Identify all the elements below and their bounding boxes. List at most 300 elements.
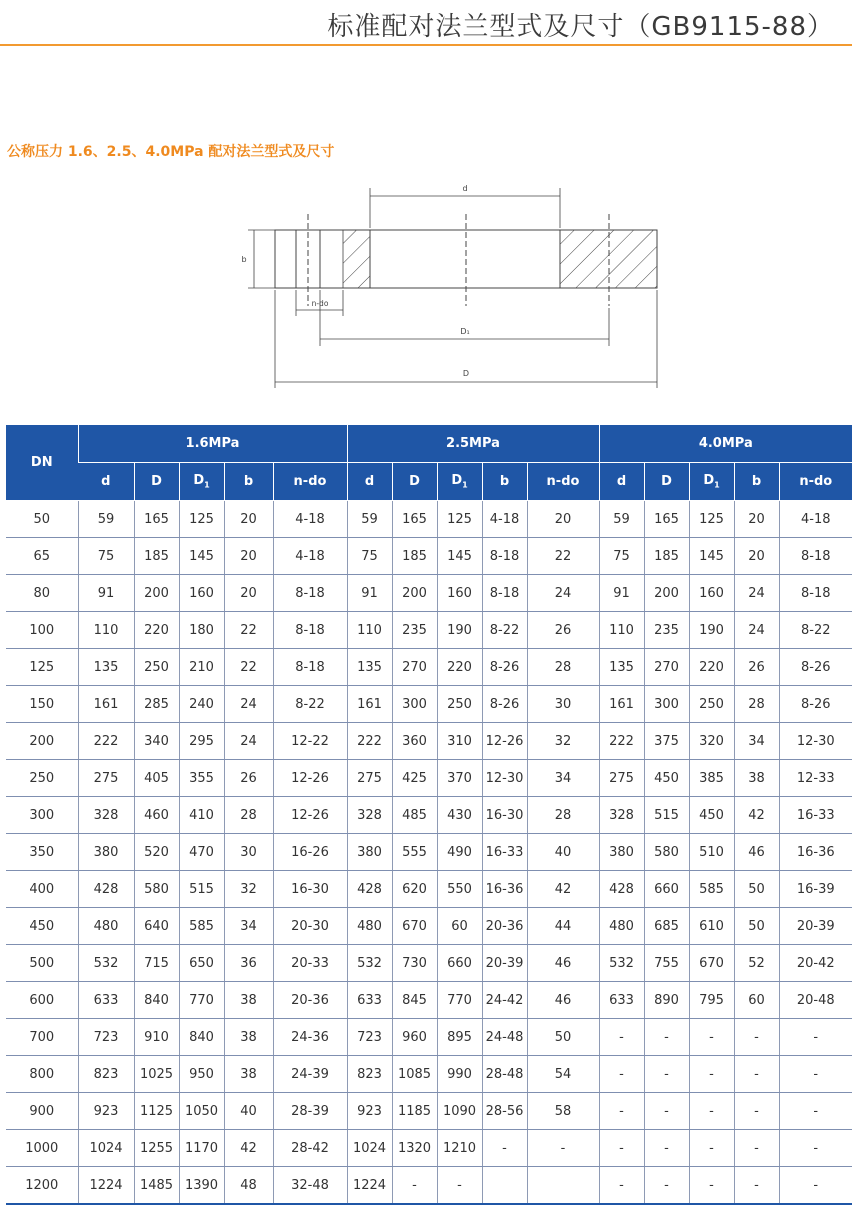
table-row: [6, 1056, 852, 1093]
group-header-4-0mpa: 4.0MPa: [599, 425, 852, 463]
table-cell: 755: [644, 945, 689, 982]
table-cell: 110: [599, 612, 644, 649]
table-cell: 59: [347, 501, 392, 538]
table-row: [6, 1167, 852, 1205]
table-cell: 24: [224, 686, 273, 723]
col-header-D: D: [134, 463, 179, 501]
row-dn-cell: 300: [6, 797, 78, 834]
table-cell: 1255: [134, 1130, 179, 1167]
table-cell: 1050: [179, 1093, 224, 1130]
table-cell: 222: [599, 723, 644, 760]
table-cell: 32: [224, 871, 273, 908]
table-cell: 380: [599, 834, 644, 871]
page-title: 标准配对法兰型式及尺寸（GB9115-88）: [327, 12, 834, 42]
table-row: [6, 1130, 852, 1167]
table-cell: 300: [644, 686, 689, 723]
table-cell: 22: [224, 612, 273, 649]
table-cell: 42: [527, 871, 599, 908]
col-header-d: d: [347, 463, 392, 501]
table-cell: 161: [347, 686, 392, 723]
table-cell: 24-42: [482, 982, 527, 1019]
row-dn-cell: 1200: [6, 1167, 78, 1205]
table-cell: -: [779, 1130, 852, 1167]
table-cell: 135: [78, 649, 134, 686]
table-cell: 380: [78, 834, 134, 871]
table-cell: 75: [347, 538, 392, 575]
table-cell: 823: [78, 1056, 134, 1093]
table-cell: 8-22: [482, 612, 527, 649]
table-cell: 4-18: [273, 501, 347, 538]
flange-spec-table: [6, 425, 852, 1205]
row-dn-cell: 800: [6, 1056, 78, 1093]
table-cell: 580: [134, 871, 179, 908]
table-cell: 380: [347, 834, 392, 871]
flange-diagram: [230, 178, 670, 393]
table-cell: 60: [437, 908, 482, 945]
table-cell: 20: [224, 538, 273, 575]
table-cell: 20-39: [779, 908, 852, 945]
table-cell: 550: [437, 871, 482, 908]
table-cell: 1170: [179, 1130, 224, 1167]
table-cell: 470: [179, 834, 224, 871]
table-row: [6, 501, 852, 538]
row-dn-cell: 500: [6, 945, 78, 982]
table-cell: 12-26: [482, 723, 527, 760]
table-cell: 16-33: [779, 797, 852, 834]
table-cell: 32: [527, 723, 599, 760]
table-cell: 275: [347, 760, 392, 797]
row-dn-cell: 80: [6, 575, 78, 612]
table-cell: 28-48: [482, 1056, 527, 1093]
table-cell: 485: [392, 797, 437, 834]
table-cell: -: [734, 1167, 779, 1205]
table-cell: 515: [644, 797, 689, 834]
table-cell: 20: [224, 575, 273, 612]
table-cell: 220: [437, 649, 482, 686]
col-header-b: b: [482, 463, 527, 501]
table-row: [6, 834, 852, 871]
table-cell: 12-30: [779, 723, 852, 760]
table-cell: 26: [734, 649, 779, 686]
dim-label-b: b: [241, 255, 247, 264]
table-cell: 770: [179, 982, 224, 1019]
table-cell: -: [689, 1056, 734, 1093]
table-cell: -: [689, 1093, 734, 1130]
table-cell: 34: [734, 723, 779, 760]
table-cell: 20-36: [482, 908, 527, 945]
table-cell: 385: [689, 760, 734, 797]
table-cell: 12-26: [273, 760, 347, 797]
table-cell: 8-22: [779, 612, 852, 649]
table-cell: 52: [734, 945, 779, 982]
table-row: [6, 908, 852, 945]
col-header-D1: $D_1$: [689, 463, 734, 501]
table-cell: 950: [179, 1056, 224, 1093]
table-cell: 715: [134, 945, 179, 982]
table-cell: 1125: [134, 1093, 179, 1130]
table-cell: 165: [644, 501, 689, 538]
table-cell: 285: [134, 686, 179, 723]
table-cell: 20: [734, 501, 779, 538]
table-cell: 40: [527, 834, 599, 871]
row-dn-cell: 65: [6, 538, 78, 575]
table-cell: 300: [392, 686, 437, 723]
table-cell: 1024: [347, 1130, 392, 1167]
table-cell: -: [644, 1056, 689, 1093]
table-cell: 200: [644, 575, 689, 612]
table-cell: 240: [179, 686, 224, 723]
table-cell: 1024: [78, 1130, 134, 1167]
table-cell: 428: [78, 871, 134, 908]
table-cell: 235: [392, 612, 437, 649]
table-cell: 730: [392, 945, 437, 982]
row-dn-cell: 400: [6, 871, 78, 908]
table-cell: 222: [347, 723, 392, 760]
table-cell: 1025: [134, 1056, 179, 1093]
table-cell: 91: [599, 575, 644, 612]
table-cell: 723: [347, 1019, 392, 1056]
table-cell: -: [779, 1093, 852, 1130]
table-cell: 328: [599, 797, 644, 834]
col-header-D: D: [392, 463, 437, 501]
subscript-1: 1: [714, 480, 720, 490]
table-cell: 1224: [78, 1167, 134, 1205]
table-cell: 190: [689, 612, 734, 649]
table-cell: 275: [78, 760, 134, 797]
table-cell: -: [644, 1093, 689, 1130]
table-cell: 425: [392, 760, 437, 797]
table-cell: 200: [134, 575, 179, 612]
table-cell: 410: [179, 797, 224, 834]
table-cell: 4-18: [273, 538, 347, 575]
table-cell: 38: [224, 1019, 273, 1056]
table-cell: -: [599, 1056, 644, 1093]
table-cell: 685: [644, 908, 689, 945]
table-cell: 650: [179, 945, 224, 982]
table-cell: 40: [224, 1093, 273, 1130]
table-cell: 26: [527, 612, 599, 649]
table-cell: 532: [599, 945, 644, 982]
table-cell: 50: [734, 871, 779, 908]
table-cell: 32-48: [273, 1167, 347, 1205]
row-dn-cell: 900: [6, 1093, 78, 1130]
row-dn-cell: 600: [6, 982, 78, 1019]
col-header-D1: $D_1$: [179, 463, 224, 501]
table-cell: 670: [689, 945, 734, 982]
table-cell: 520: [134, 834, 179, 871]
table-cell: 8-22: [273, 686, 347, 723]
table-cell: -: [599, 1019, 644, 1056]
table-cell: 12-22: [273, 723, 347, 760]
table-cell: 235: [644, 612, 689, 649]
col-header-d: d: [78, 463, 134, 501]
table-cell: 220: [689, 649, 734, 686]
table-cell: 480: [347, 908, 392, 945]
table-cell: 532: [78, 945, 134, 982]
table-cell: -: [599, 1093, 644, 1130]
table-row: [6, 797, 852, 834]
table-cell: -: [437, 1167, 482, 1205]
table-cell: 161: [599, 686, 644, 723]
table-cell: 200: [392, 575, 437, 612]
table-cell: 38: [734, 760, 779, 797]
col-header-n-do: n-do: [273, 463, 347, 501]
table-cell: 320: [689, 723, 734, 760]
table-cell: 38: [224, 1056, 273, 1093]
table-row: [6, 760, 852, 797]
table-cell: 8-18: [273, 612, 347, 649]
table-cell: 8-18: [273, 575, 347, 612]
table-cell: 145: [689, 538, 734, 575]
table-cell: 26: [224, 760, 273, 797]
table-cell: 1210: [437, 1130, 482, 1167]
table-cell: 370: [437, 760, 482, 797]
table-header-row-columns: [6, 463, 852, 501]
table-cell: 12-33: [779, 760, 852, 797]
table-cell: 460: [134, 797, 179, 834]
table-cell: 1085: [392, 1056, 437, 1093]
table-cell: -: [689, 1167, 734, 1205]
table-cell: 4-18: [482, 501, 527, 538]
table-row: [6, 649, 852, 686]
table-cell: 532: [347, 945, 392, 982]
table-cell: 840: [179, 1019, 224, 1056]
row-dn-cell: 125: [6, 649, 78, 686]
table-cell: 295: [179, 723, 224, 760]
table-cell: 1485: [134, 1167, 179, 1205]
table-cell: 28: [527, 649, 599, 686]
table-cell: 8-18: [482, 538, 527, 575]
table-cell: 46: [734, 834, 779, 871]
table-cell: 923: [347, 1093, 392, 1130]
table-cell: 30: [224, 834, 273, 871]
table-cell: 44: [527, 908, 599, 945]
table-cell: 8-26: [482, 686, 527, 723]
table-cell: 640: [134, 908, 179, 945]
table-cell: 8-26: [779, 649, 852, 686]
table-cell: 845: [392, 982, 437, 1019]
table-cell: 450: [644, 760, 689, 797]
table-cell: 36: [224, 945, 273, 982]
table-cell: 42: [734, 797, 779, 834]
table-cell: 46: [527, 945, 599, 982]
table-cell: 428: [599, 871, 644, 908]
table-cell: 910: [134, 1019, 179, 1056]
table-cell: 185: [644, 538, 689, 575]
table-cell: -: [734, 1130, 779, 1167]
row-dn-cell: 700: [6, 1019, 78, 1056]
table-row: [6, 575, 852, 612]
table-cell: 160: [179, 575, 224, 612]
table-cell: 375: [644, 723, 689, 760]
table-cell: 1390: [179, 1167, 224, 1205]
table-cell: 823: [347, 1056, 392, 1093]
table-row: [6, 612, 852, 649]
table-cell: 620: [392, 871, 437, 908]
table-cell: 250: [134, 649, 179, 686]
table-cell: 20: [734, 538, 779, 575]
table-cell: 34: [527, 760, 599, 797]
table-cell: -: [689, 1019, 734, 1056]
table-cell: 895: [437, 1019, 482, 1056]
table-cell: 110: [347, 612, 392, 649]
table-cell: 1224: [347, 1167, 392, 1205]
table-cell: 91: [347, 575, 392, 612]
table-cell: 8-18: [779, 575, 852, 612]
table-cell: 480: [78, 908, 134, 945]
section-subtitle: 公称压力 1.6、2.5、4.0MPa 配对法兰型式及尺寸: [7, 144, 335, 160]
table-cell: 250: [689, 686, 734, 723]
table-cell: 60: [734, 982, 779, 1019]
table-cell: 125: [437, 501, 482, 538]
dim-label-D1: D₁: [460, 327, 470, 336]
table-cell: 660: [644, 871, 689, 908]
table-cell: 585: [179, 908, 224, 945]
table-cell: 310: [437, 723, 482, 760]
table-cell: 54: [527, 1056, 599, 1093]
table-cell: 20: [527, 501, 599, 538]
table-cell: 8-26: [482, 649, 527, 686]
table-cell: -: [527, 1130, 599, 1167]
subscript-1: 1: [462, 480, 468, 490]
table-cell: 59: [78, 501, 134, 538]
table-cell: 50: [527, 1019, 599, 1056]
row-dn-cell: 50: [6, 501, 78, 538]
dim-label-ndo: n-do: [311, 299, 329, 308]
table-cell: 180: [179, 612, 224, 649]
row-dn-cell: 250: [6, 760, 78, 797]
table-cell: 360: [392, 723, 437, 760]
table-cell: 1320: [392, 1130, 437, 1167]
col-header-D1: $D_1$: [437, 463, 482, 501]
table-cell: 923: [78, 1093, 134, 1130]
table-cell: 145: [437, 538, 482, 575]
table-cell: 58: [527, 1093, 599, 1130]
col-header-n-do: n-do: [527, 463, 599, 501]
table-row: [6, 686, 852, 723]
table-cell: 210: [179, 649, 224, 686]
table-cell: 28: [224, 797, 273, 834]
table-cell: 723: [78, 1019, 134, 1056]
group-header-2-5mpa: 2.5MPa: [347, 425, 599, 463]
table-cell: 30: [527, 686, 599, 723]
table-cell: 145: [179, 538, 224, 575]
table-cell: 1090: [437, 1093, 482, 1130]
table-cell: 8-18: [482, 575, 527, 612]
table-cell: 840: [134, 982, 179, 1019]
table-cell: 580: [644, 834, 689, 871]
table-cell: 24-48: [482, 1019, 527, 1056]
table-cell: 135: [599, 649, 644, 686]
table-cell: 428: [347, 871, 392, 908]
table-cell: 20-30: [273, 908, 347, 945]
table-cell: 28-56: [482, 1093, 527, 1130]
table-cell: 75: [78, 538, 134, 575]
table-cell: 328: [78, 797, 134, 834]
title-divider: [0, 44, 852, 46]
table-cell: 22: [224, 649, 273, 686]
dim-label-D: D: [462, 369, 470, 378]
table-cell: 340: [134, 723, 179, 760]
table-row: [6, 538, 852, 575]
table-cell: 633: [347, 982, 392, 1019]
table-cell: 16-30: [482, 797, 527, 834]
table-row: [6, 1019, 852, 1056]
table-cell: 275: [599, 760, 644, 797]
table-cell: 16-26: [273, 834, 347, 871]
table-cell: 633: [78, 982, 134, 1019]
table-cell: 770: [437, 982, 482, 1019]
table-cell: 34: [224, 908, 273, 945]
table-cell: 16-39: [779, 871, 852, 908]
table-cell: 20-39: [482, 945, 527, 982]
table-cell: 250: [437, 686, 482, 723]
table-cell: [527, 1167, 599, 1205]
table-cell: 4-18: [779, 501, 852, 538]
table-cell: 48: [224, 1167, 273, 1205]
row-dn-cell: 200: [6, 723, 78, 760]
table-cell: -: [689, 1130, 734, 1167]
table-cell: 328: [347, 797, 392, 834]
table-cell: 28-42: [273, 1130, 347, 1167]
table-cell: 20-48: [779, 982, 852, 1019]
table-cell: 135: [347, 649, 392, 686]
table-cell: 16-36: [779, 834, 852, 871]
table-cell: 795: [689, 982, 734, 1019]
table-cell: -: [779, 1019, 852, 1056]
table-cell: -: [599, 1167, 644, 1205]
table-cell: -: [779, 1167, 852, 1205]
table-cell: 91: [78, 575, 134, 612]
table-cell: 28: [734, 686, 779, 723]
table-cell: 24-39: [273, 1056, 347, 1093]
table-cell: 24: [224, 723, 273, 760]
table-cell: 22: [527, 538, 599, 575]
col-header-d: d: [599, 463, 644, 501]
table-cell: 585: [689, 871, 734, 908]
table-cell: 24: [734, 575, 779, 612]
table-row: [6, 945, 852, 982]
table-cell: 20: [224, 501, 273, 538]
table-cell: -: [779, 1056, 852, 1093]
table-cell: 270: [392, 649, 437, 686]
table-cell: 110: [78, 612, 134, 649]
table-cell: -: [734, 1093, 779, 1130]
table-cell: 8-26: [779, 686, 852, 723]
table-cell: 161: [78, 686, 134, 723]
table-cell: 610: [689, 908, 734, 945]
row-dn-cell: 350: [6, 834, 78, 871]
table-cell: 125: [179, 501, 224, 538]
table-cell: 24: [527, 575, 599, 612]
row-dn-cell: 100: [6, 612, 78, 649]
table-cell: 16-33: [482, 834, 527, 871]
table-cell: 355: [179, 760, 224, 797]
table-cell: 165: [134, 501, 179, 538]
table-cell: 16-30: [273, 871, 347, 908]
table-cell: 160: [689, 575, 734, 612]
table-cell: 8-18: [273, 649, 347, 686]
table-header-row-groups: [6, 425, 852, 463]
table-cell: 42: [224, 1130, 273, 1167]
table-cell: 12-30: [482, 760, 527, 797]
table-cell: 960: [392, 1019, 437, 1056]
table-cell: 46: [527, 982, 599, 1019]
table-cell: 190: [437, 612, 482, 649]
row-dn-cell: 450: [6, 908, 78, 945]
table-row: [6, 982, 852, 1019]
table-cell: 990: [437, 1056, 482, 1093]
